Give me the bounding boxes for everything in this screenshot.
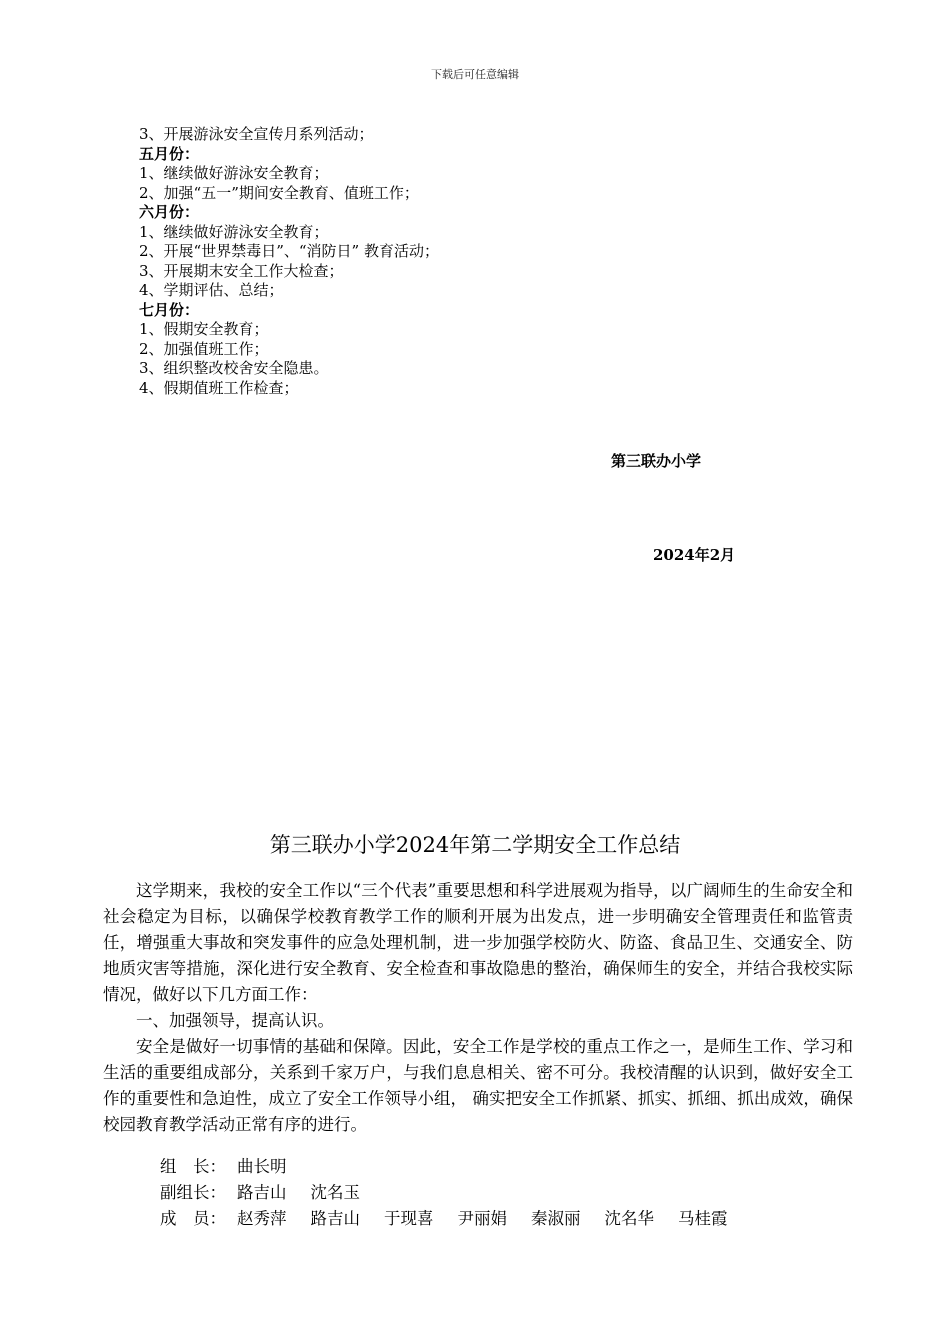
roster-member-name: 秦淑丽 <box>531 1209 581 1228</box>
roster-member-name: 路吉山 <box>310 1209 360 1228</box>
signature-date: 2024年2月 <box>653 546 736 564</box>
month-heading: 五月份： <box>139 144 200 163</box>
summary-paragraph-intro: 这学期来，我校的安全工作以“三个代表”重要思想和科学进展观为指导，以广阔师生的生命安全和社会稳定为目标，以确保学校教育教学工作的顺利开展为出发点，进一步明确安全管理责任和监管责任，增强重大事故和突发事件的应急处理机制，进一步加强学校防火、防盗、食品卫生、交通安全、防地质灾害等措施，深化进行安全教育、安全检查和事故隐患的整治，确保师生的安全，并结合我校实际情况，做好以下几方面工作： <box>103 881 853 1004</box>
roster-row <box>160 1154 752 1180</box>
roster-member-name: 马桂霞 <box>678 1209 728 1228</box>
summary-title: 第三联办小学2024年第二学期安全工作总结 <box>269 833 681 857</box>
plan-item: 1、继续做好游泳安全教育； <box>139 164 329 182</box>
plan-item: 1、继续做好游泳安全教育； <box>139 222 329 241</box>
summary-body <box>103 878 853 1138</box>
monthly-plan-list <box>139 125 439 398</box>
roster-member-name: 沈名玉 <box>310 1183 360 1202</box>
leadership-roster <box>160 1154 752 1232</box>
plan-item: 4、学期评估、总结； <box>139 281 284 299</box>
roster-member-name: 路吉山 <box>237 1183 287 1202</box>
plan-item: 3、组织整改校舍安全隐患。 <box>139 359 329 377</box>
month-heading: 六月份： <box>139 203 200 221</box>
page-header-note: 下载后可任意编辑 <box>431 68 519 81</box>
roster-member-name: 沈名华 <box>604 1209 654 1228</box>
roster-member-name: 尹丽娟 <box>457 1209 507 1228</box>
roster-role-label: 副组长： <box>160 1183 226 1202</box>
plan-item: 2、加强值班工作； <box>139 339 269 358</box>
month-heading: 七月份： <box>139 300 200 319</box>
roster-row <box>160 1180 752 1206</box>
plan-item: 4、假期值班工作检查； <box>139 378 299 397</box>
signature-school: 第三联办小学 <box>611 452 702 470</box>
roster-member-name: 赵秀萍 <box>237 1209 287 1228</box>
plan-item: 2、开展“世界禁毒日”、“消防日” 教育活动； <box>139 242 439 260</box>
plan-item: 2、加强“五一”期间安全教育、值班工作； <box>139 183 419 202</box>
plan-item: 3、开展游泳安全宣传月系列活动； <box>139 125 374 143</box>
roster-role-label: 组 长： <box>160 1157 226 1176</box>
roster-member-name: 于现喜 <box>384 1209 434 1228</box>
roster-member-name: 曲长明 <box>237 1157 287 1176</box>
roster-row <box>160 1206 752 1232</box>
plan-item: 1、假期安全教育； <box>139 320 269 338</box>
summary-section-heading: 一、加强领导，提高认识。 <box>136 1011 334 1030</box>
roster-role-label: 成 员： <box>160 1209 226 1228</box>
summary-paragraph-leadership: 安全是做好一切事情的基础和保障。因此，安全工作是学校的重点工作之一，是师生工作、学习和生活的重要组成部分，关系到千家万户，与我们息息相关、密不可分。我校清醒的认识到，做好安全工作的重要性和急迫性，成立了安全工作领导小组， 确实把安全工作抓紧、抓实、抓细、抓出成效，确保校园教育教学活动正常有序的进行。 <box>103 1037 853 1134</box>
plan-item: 3、开展期末安全工作大检查； <box>139 261 344 280</box>
